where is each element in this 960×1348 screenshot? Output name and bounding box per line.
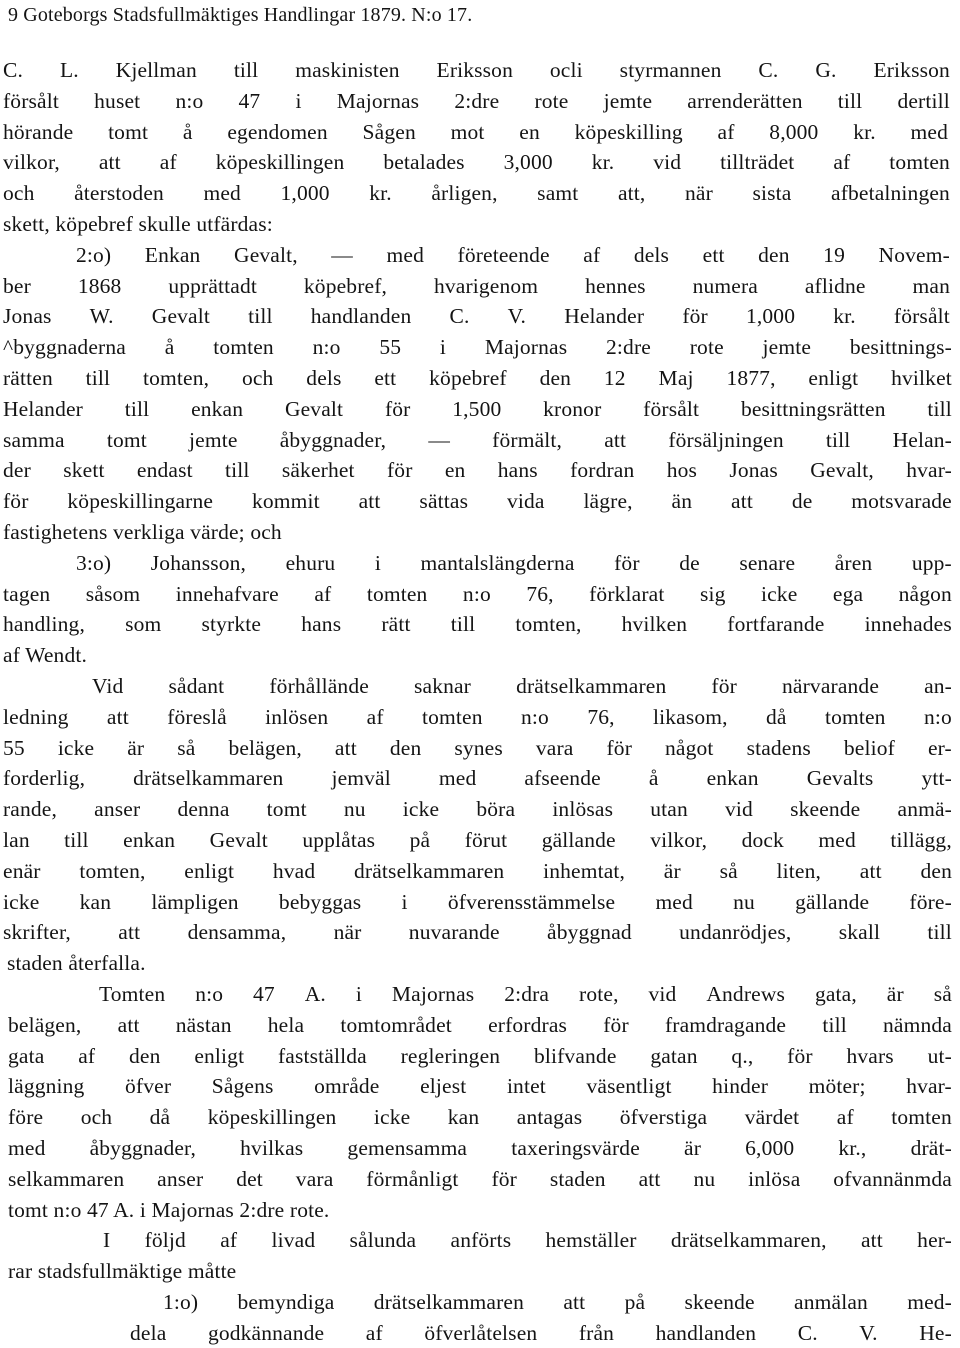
text-line: belägen, att nästan hela tomtområdet erfordras för framdragande till nämnda — [8, 1012, 952, 1037]
text-line: dela godkännande af öfverlåtelsen från handlanden C. V. He- — [130, 1320, 952, 1345]
text-line: Helander till enkan Gevalt för 1,500 kronor försålt besittningsrätten till — [3, 396, 952, 421]
text-line: Tomten n:o 47 A. i Majornas 2:dra rote, vid Andrews gata, är så — [99, 982, 952, 1006]
text-line: samma tomt jemte åbyggnader, — förmält, att försäljningen till Helan- — [3, 427, 952, 452]
text-line: skett, köpebref skulle utfärdas: — [3, 212, 273, 236]
text-line: före och då köpeskillingen icke kan antagas öfverstiga värdet af tomten — [8, 1105, 952, 1130]
text-line: enär tomten, enligt hvad drätselkammaren inhemtat, är så liten, att den — [3, 858, 952, 883]
text-line: icke kan lämpligen bebyggas i öfverensstämmelse med nu gällande före- — [3, 889, 952, 914]
text-line: gata af den enligt fastställda regleringen blifvande gatan q., för hvars ut- — [8, 1043, 952, 1068]
text-line: I följd af livad sålunda anförts hemställer drätselkammaren, att her- — [103, 1228, 952, 1253]
text-line: 1:o) bemyndiga drätselkammaren att på skeende anmälan med- — [163, 1290, 952, 1314]
text-line: forderlig, drätselkammaren jemväl med afseende å enkan Gevalts ytt- — [3, 766, 952, 791]
text-line: ^byggnaderna å tomten n:o 55 i Majornas 2:dre rote jemte besittnings- — [3, 335, 952, 360]
text-line: C. L. Kjellman till maskinisten Eriksson ocli styrmannen C. G. Eriksson — [3, 58, 950, 82]
text-line: staden återfalla. — [7, 951, 146, 976]
text-line: der skett endast till säkerhet för en hans fordran hos Jonas Gevalt, hvar- — [3, 458, 952, 483]
text-line: med åbyggnader, hvilkas gemensamma taxeringsvärde är 6,000 kr., drät- — [8, 1136, 952, 1160]
text-line: rar stadsfullmäktige måtte — [8, 1259, 237, 1284]
text-line: 2:o) Enkan Gevalt, — med företeende af dels ett den 19 Novem- — [76, 242, 950, 267]
text-line: tagen såsom innehafvare af tomten n:o 76, förklarat sig icke ega någon — [3, 581, 952, 606]
text-line: försålt huset n:o 47 i Majornas 2:dre rote jemte arrenderätten till dertill — [3, 88, 950, 113]
text-line: hörande tomt å egendomen Sågen mot en köpeskilling af 8,000 kr. med — [3, 119, 948, 144]
text-line: af Wendt. — [3, 643, 88, 668]
text-line: och återstoden med 1,000 kr. årligen, samt att, när sista afbetalningen — [3, 181, 950, 206]
text-line: 55 icke är så belägen, att den synes vara för något stadens beliof er- — [3, 735, 952, 760]
text-line: rande, anser denna tomt nu icke böra inlösas utan vid skeende anmä- — [3, 797, 952, 822]
page-header: 9 Goteborgs Stadsfullmäktiges Handlingar 1879. N:o 17. — [8, 4, 473, 26]
text-line: skrifter, att densamma, när nuvarande åbyggnad undanrödjes, skall till — [3, 920, 952, 945]
text-line: vilkor, att af köpeskillingen betalades 3,000 kr. vid tillträdet af tomten — [3, 150, 950, 175]
text-line: fastighetens verkliga värde; och — [3, 520, 282, 544]
text-line: lan till enkan Gevalt upplåtas på förut gällande vilkor, dock med tillägg, — [3, 828, 952, 852]
text-line: rätten till tomten, och dels ett köpebref den 12 Maj 1877, enligt hvilket — [3, 366, 952, 390]
text-line: läggning öfver Sågens område eljest intet väsentligt hinder möter; hvar- — [8, 1074, 952, 1099]
text-line: selkammaren anser det vara förmånligt för staden att nu inlösa ofvannänmda — [8, 1166, 952, 1191]
text-line: ledning att föreslå inlösen af tomten n:o 76, likasom, då tomten n:o — [3, 704, 952, 729]
text-line: för köpeskillingarne kommit att sättas vida lägre, än att de motsvarade — [3, 489, 952, 514]
text-line: handling, som styrkte hans rätt till tomten, hvilken fortfarande innehades — [3, 612, 952, 637]
text-line: ber 1868 upprättadt köpebref, hvarigenom hennes numera aflidne man — [3, 273, 950, 298]
text-line: Jonas W. Gevalt till handlanden C. V. Helander för 1,000 kr. försålt — [3, 304, 950, 329]
text-line: 3:o) Johansson, ehuru i mantalslängderna för de senare åren upp- — [76, 550, 952, 575]
text-line: tomt n:o 47 A. i Majornas 2:dre rote. — [8, 1197, 330, 1222]
text-line: Vid sådant förhållände saknar drätselkammaren för närvarande an- — [92, 674, 952, 698]
